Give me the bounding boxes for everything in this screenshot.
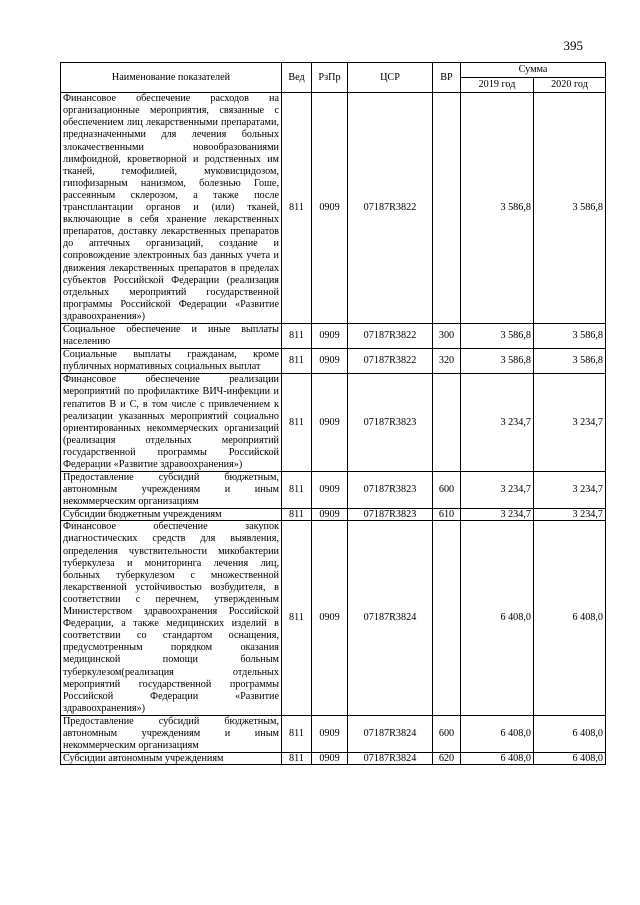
header-vr: ВР bbox=[433, 63, 461, 93]
row-name: Предоставление субсидий бюджетным, автономным учреждениям и иным некоммерческим организациям bbox=[61, 715, 282, 752]
row-name: Социальные выплаты гражданам, кроме публичных нормативных социальных выплат bbox=[61, 349, 282, 374]
row-sum-2020: 3 586,8 bbox=[534, 323, 606, 348]
table-row bbox=[61, 521, 606, 716]
row-rzpr: 0909 bbox=[312, 349, 348, 374]
row-vr bbox=[433, 521, 461, 716]
row-sum-2020: 3 234,7 bbox=[534, 374, 606, 472]
row-csr: 07187R3822 bbox=[348, 93, 433, 324]
row-sum-2020: 3 586,8 bbox=[534, 349, 606, 374]
row-sum-2019: 3 234,7 bbox=[461, 472, 534, 509]
row-ved: 811 bbox=[282, 715, 312, 752]
row-sum-2019: 6 408,0 bbox=[461, 715, 534, 752]
row-ved: 811 bbox=[282, 472, 312, 509]
header-row bbox=[61, 63, 606, 78]
header-year-2020: 2020 год bbox=[534, 78, 606, 93]
row-name: Субсидии бюджетным учреждениям bbox=[61, 509, 282, 521]
row-sum-2019: 3 234,7 bbox=[461, 374, 534, 472]
header-year-2019: 2019 год bbox=[461, 78, 534, 93]
row-sum-2019: 3 586,8 bbox=[461, 93, 534, 324]
header-ved: Вед bbox=[282, 63, 312, 93]
row-ved: 811 bbox=[282, 509, 312, 521]
row-ved: 811 bbox=[282, 349, 312, 374]
table-row bbox=[61, 323, 606, 348]
row-rzpr: 0909 bbox=[312, 472, 348, 509]
row-csr: 07187R3824 bbox=[348, 715, 433, 752]
row-sum-2020: 3 234,7 bbox=[534, 509, 606, 521]
row-name: Социальное обеспечение и иные выплаты населению bbox=[61, 323, 282, 348]
row-name: Финансовое обеспечение реализации мероприятий по профилактике ВИЧ-инфекции и гепатитов B и C, в том числе с привлечением к реализации указанных мероприятий социально ориентированных некоммерческих организаций (реализация отдельных мероприятий государственной программы Российской Федерации «Развитие здравоохранения») bbox=[61, 374, 282, 472]
budget-table bbox=[60, 62, 606, 765]
row-sum-2020: 6 408,0 bbox=[534, 753, 606, 765]
row-rzpr: 0909 bbox=[312, 509, 348, 521]
row-csr: 07187R3823 bbox=[348, 374, 433, 472]
row-vr: 620 bbox=[433, 753, 461, 765]
row-sum-2019: 6 408,0 bbox=[461, 753, 534, 765]
table-row bbox=[61, 509, 606, 521]
row-ved: 811 bbox=[282, 753, 312, 765]
row-csr: 07187R3824 bbox=[348, 753, 433, 765]
row-rzpr: 0909 bbox=[312, 323, 348, 348]
row-csr: 07187R3823 bbox=[348, 472, 433, 509]
row-csr: 07187R3822 bbox=[348, 323, 433, 348]
row-ved: 811 bbox=[282, 323, 312, 348]
table-row bbox=[61, 753, 606, 765]
page-number: 395 bbox=[563, 38, 583, 53]
row-rzpr: 0909 bbox=[312, 715, 348, 752]
table-row bbox=[61, 472, 606, 509]
table-row bbox=[61, 374, 606, 472]
row-ved: 811 bbox=[282, 374, 312, 472]
row-vr: 600 bbox=[433, 715, 461, 752]
row-name: Предоставление субсидий бюджетным, автономным учреждениям и иным некоммерческим организациям bbox=[61, 472, 282, 509]
row-sum-2020: 3 234,7 bbox=[534, 472, 606, 509]
row-sum-2019: 6 408,0 bbox=[461, 521, 534, 716]
row-csr: 07187R3823 bbox=[348, 509, 433, 521]
row-sum-2019: 3 586,8 bbox=[461, 349, 534, 374]
row-name: Финансовое обеспечение расходов на организационные мероприятия, связанные с обеспечением лиц лекарственными препаратами, предназначенными для лечения больных злокачественными новообразованиями лимфоидной, кроветворной и родственных им тканей, гемофилией, муковисцидозом, гипофизарным нанизмом, болезнью Гоше, рассеянным склерозом, а также после трансплантации органов и (или) тканей, включающие в себя хранение лекарственных препаратов, доставку лекарственных препаратов до аптечных организаций, создание и сопровождение электронных баз данных учета и движения лекарственных препаратов в пределах субъектов Российской Федерации (реализация отдельных мероприятий государственной программы Российской Федерации «Развитие здравоохранения») bbox=[61, 93, 282, 324]
table-row bbox=[61, 349, 606, 374]
header-name: Наименование показателей bbox=[61, 63, 282, 93]
row-sum-2020: 6 408,0 bbox=[534, 521, 606, 716]
row-vr bbox=[433, 374, 461, 472]
row-name: Финансовое обеспечение закупок диагностических средств для выявления, определения чувствительности микобактерии туберкулеза и мониторинга лечения лиц, больных туберкулезом с множественной лекарственной устойчивостью возбудителя, в соответствии с перечнем, утвержденным Министерством здравоохранения Российской Федерации, а также медицинских изделий в соответствии со стандартом оснащения, предусмотренным порядком оказания медицинской помощи больным туберкулезом(реализация отдельных мероприятий государственной программы Российской Федерации «Развитие здравоохранения») bbox=[61, 521, 282, 716]
row-vr: 600 bbox=[433, 472, 461, 509]
row-vr: 300 bbox=[433, 323, 461, 348]
row-name: Субсидии автономным учреждениям bbox=[61, 753, 282, 765]
row-vr: 610 bbox=[433, 509, 461, 521]
row-sum-2019: 3 586,8 bbox=[461, 323, 534, 348]
row-rzpr: 0909 bbox=[312, 93, 348, 324]
row-csr: 07187R3822 bbox=[348, 349, 433, 374]
row-rzpr: 0909 bbox=[312, 753, 348, 765]
row-rzpr: 0909 bbox=[312, 374, 348, 472]
row-vr bbox=[433, 93, 461, 324]
row-ved: 811 bbox=[282, 93, 312, 324]
row-csr: 07187R3824 bbox=[348, 521, 433, 716]
table-row bbox=[61, 715, 606, 752]
header-sum: Сумма bbox=[461, 63, 606, 78]
row-sum-2019: 3 234,7 bbox=[461, 509, 534, 521]
row-sum-2020: 3 586,8 bbox=[534, 93, 606, 324]
row-sum-2020: 6 408,0 bbox=[534, 715, 606, 752]
row-vr: 320 bbox=[433, 349, 461, 374]
row-ved: 811 bbox=[282, 521, 312, 716]
header-csr: ЦСР bbox=[348, 63, 433, 93]
table-row bbox=[61, 93, 606, 324]
row-rzpr: 0909 bbox=[312, 521, 348, 716]
header-rzpr: РзПр bbox=[312, 63, 348, 93]
